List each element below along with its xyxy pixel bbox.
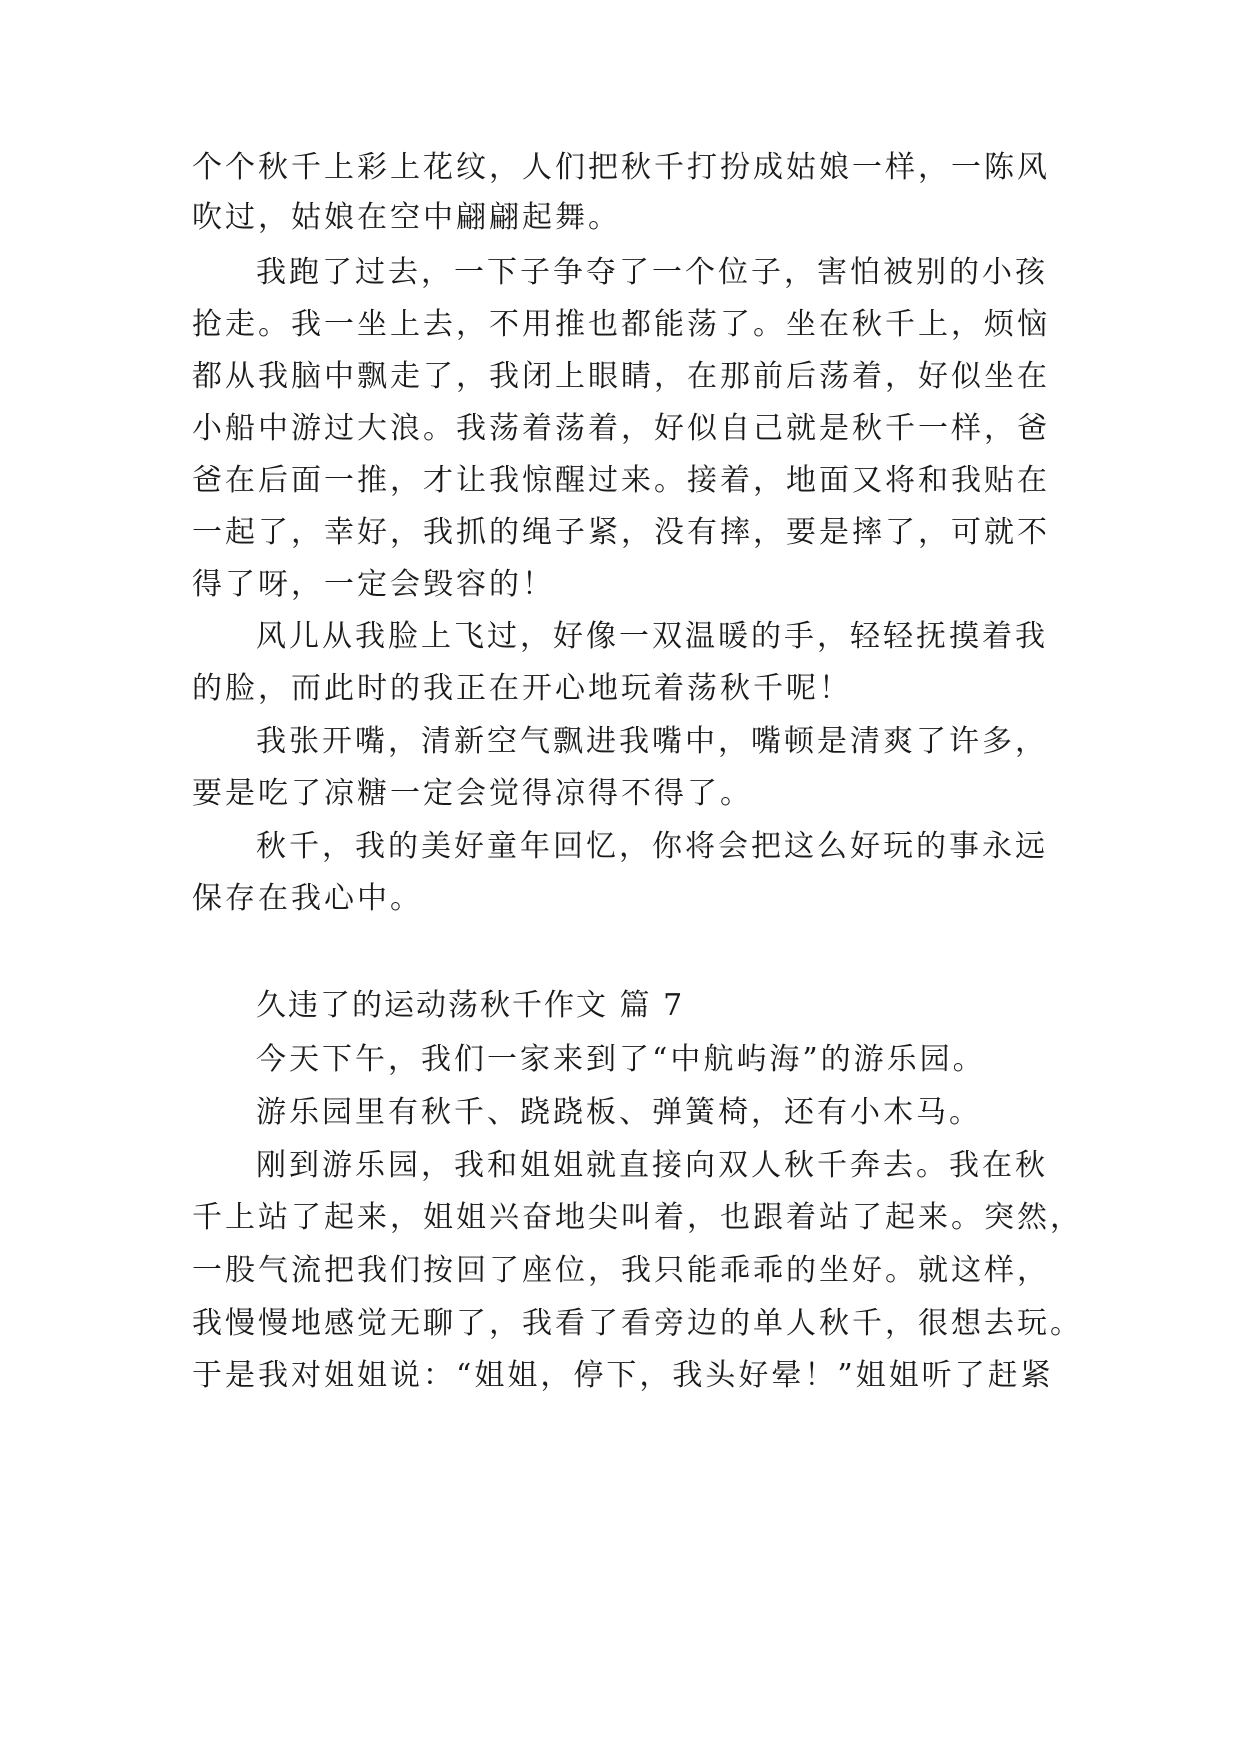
text-line: 一起了，幸好，我抓的绳子紧，没有摔，要是摔了，可就不 [192,515,1050,550]
text-line: 一股气流把我们按回了座位，我只能乖乖的坐好。就这样， [192,1253,1050,1288]
paragraph-start: 刚到游乐园，我和姐姐就直接向双人秋千奔去。我在秋 [256,1148,1048,1183]
paragraph-start: 我跑了过去，一下子争夺了一个位子，害怕被别的小孩 [256,255,1048,290]
text-line: 小船中游过大浪。我荡着荡着，好似自己就是秋千一样，爸 [192,411,1050,446]
text-line: 吹过，姑娘在空中翩翩起舞。 [192,200,621,235]
section-title: 久违了的运动荡秋千作文 篇 7 [256,988,685,1023]
text-line: 我慢慢地感觉无聊了，我看了看旁边的单人秋千，很想去玩。 [192,1306,1083,1341]
paragraph-start: 我张开嘴，清新空气飘进我嘴中，嘴顿是清爽了许多， [256,724,1048,759]
text-line: 得了呀，一定会毁容的！ [192,567,555,602]
text-line: 要是吃了凉糖一定会觉得凉得不得了。 [192,776,753,811]
text-line: 保存在我心中。 [192,881,423,916]
text-line: 爸在后面一推，才让我惊醒过来。接着，地面又将和我贴在 [192,463,1050,498]
paragraph-start: 风儿从我脸上飞过，好像一双温暖的手，轻轻抚摸着我 [256,619,1048,654]
paragraph-start: 游乐园里有秋千、跷跷板、弹簧椅，还有小木马。 [256,1095,982,1130]
paragraph-start: 秋千，我的美好童年回忆，你将会把这么好玩的事永远 [256,829,1048,864]
text-line: 于是我对姐姐说：“姐姐，停下，我头好晕！”姐姐听了赶紧 [192,1358,1054,1393]
text-line: 个个秋千上彩上花纹，人们把秋千打扮成姑娘一样，一陈风 [192,150,1050,185]
text-line: 的脸，而此时的我正在开心地玩着荡秋千呢！ [192,671,852,706]
text-line: 抢走。我一坐上去，不用推也都能荡了。坐在秋千上，烦恼 [192,307,1050,342]
paragraph-start: 今天下午，我们一家来到了“中航屿海”的游乐园。 [256,1042,986,1077]
text-line: 千上站了起来，姐姐兴奋地尖叫着，也跟着站了起来。突然， [192,1200,1083,1235]
text-line: 都从我脑中飘走了，我闭上眼睛，在那前后荡着，好似坐在 [192,359,1050,394]
